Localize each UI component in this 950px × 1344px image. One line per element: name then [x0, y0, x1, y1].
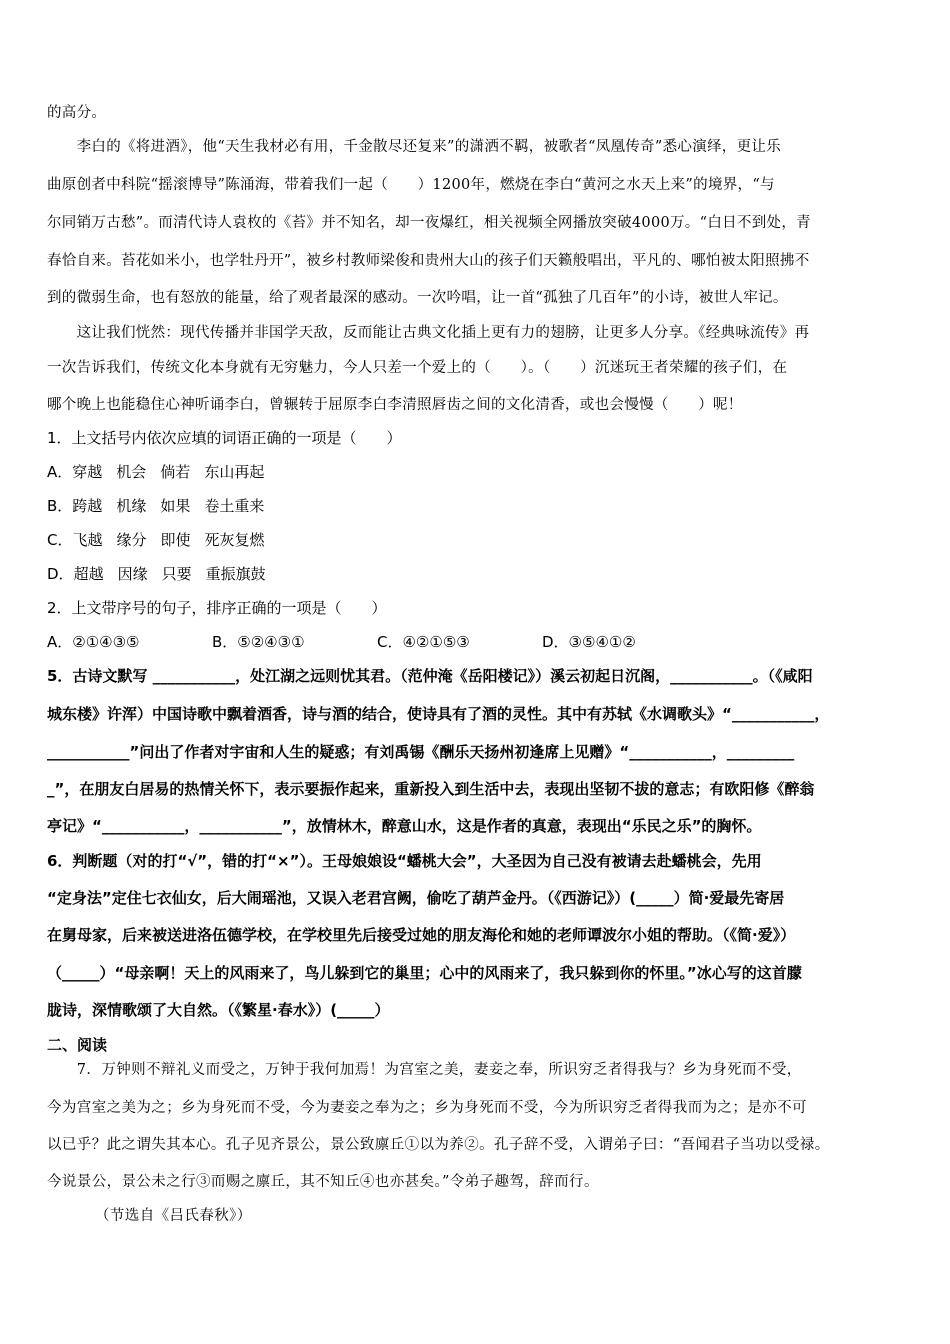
option-word: 如果	[160, 497, 191, 515]
question-6-line: （_____）“母亲啊！天上的风雨来了，鸟儿躲到它的巢里；心中的风雨来了，我只躲到你的怀里。”冰心写的这首朦	[47, 964, 802, 982]
question-7-line: 今说景公，景公未之行③而赐之廪丘，其不知丘④也亦甚矣。”令弟子趣驾，辞而行。	[47, 1174, 599, 1190]
question-6-line: 在舅母家，后来被送进洛伍德学校，在学校里先后接受过她的朋友海伦和她的老师谭波尔小姐的帮助。（《简·爱》）	[47, 926, 796, 944]
option-word: 机会	[116, 463, 147, 481]
question-2-option-b: B．⑤②④③①	[212, 633, 305, 651]
passage-line: 李白的《将进酒》，他“天生我材必有用，千金散尽还复来”的潇洒不羁，被歌者“凤凰传奇”悉心演绎，更让乐	[47, 139, 781, 155]
question-5-line: 亭记》“___________，___________”，放情林木，醉意山水，这是作者的真意，表现出“乐民之乐”的胸怀。	[47, 817, 762, 835]
option-word: 飞越	[72, 531, 103, 549]
section-title: 二、阅读	[47, 1036, 108, 1054]
option-word: 死灰复燃	[204, 531, 265, 549]
question-1-option-b	[47, 495, 278, 516]
option-word: 卷土重来	[204, 497, 265, 515]
question-6-line: “定身法”定住七衣仙女，后大闹瑶池，又误入老君宫阙，偷吃了葫芦金丹。（《西游记》）(_____）简·爱最先寄居	[47, 889, 785, 907]
passage-line: 到的微弱生命，也有怒放的能量，给了观者最深的感动。一次吟唱，让一首“孤独了几百年”的小诗，被世人牢记。	[47, 290, 788, 306]
option-word: 即使	[160, 531, 191, 549]
option-word: 倘若	[160, 463, 191, 481]
question-1-stem: 1．上文括号内依次应填的词语正确的一项是（ ）	[47, 429, 402, 447]
option-word: 重振旗鼓	[205, 565, 266, 583]
question-1-option-a	[47, 461, 278, 482]
question-2-option-c: C．④②①⑤③	[377, 633, 470, 651]
question-2-options	[47, 631, 707, 652]
question-5-line: _”，在朋友白居易的热情关怀下，表示要振作起来，重新投入到生活中去，表现出坚韧不拔的意志；有欧阳修《醉翁	[47, 780, 815, 798]
question-6-line: 6．判断题（对的打“√”，错的打“×”）。王母娘娘设“蟠桃大会”，大圣因为自己没有被请去赴蟠桃会，先用	[47, 852, 762, 870]
option-letter: A．	[47, 463, 73, 481]
question-1-option-c	[47, 529, 279, 550]
passage-line: 尔同销万古愁”。而清代诗人袁枚的《苔》并不知名，却一夜爆红，相关视频全网播放突破4000万。“白日不到处，青	[47, 215, 811, 231]
passage-line: 这让我们恍然：现代传播并非国学天敌，反而能让古典文化插上更有力的翅膀，让更多人分享。《经典咏流传》再	[47, 325, 810, 341]
passage-line: 的高分。	[47, 105, 107, 121]
passage-line: 哪个晚上也能稳住心神听诵李白，曾辗转于屈原李白李清照唇齿之间的文化清香，或也会慢慢（ ）呢！	[47, 397, 743, 413]
option-word: 缘分	[116, 531, 147, 549]
passage-line: 春恰自来。苔花如米小，也学牡丹开”，被乡村教师梁俊和贵州大山的孩子们天籁般唱出，平凡的、哪怕被太阳照拂不	[47, 253, 810, 269]
option-word: 机缘	[116, 497, 147, 515]
option-word: 穿越	[72, 463, 103, 481]
option-word: 跨越	[72, 497, 103, 515]
option-letter: B．	[47, 497, 73, 515]
passage-line: 一次告诉我们，传统文化本身就有无穷魅力，今人只差一个爱上的（ ）。（ ）沉迷玩王者荣耀的孩子们，在	[47, 360, 788, 376]
option-letter: C．	[47, 531, 73, 549]
option-word: 超越	[73, 565, 104, 583]
passage-line: 曲原创者中科院“摇滚博导”陈涌海，带着我们一起（ ）1200年，燃烧在李白“黄河之水天上来”的境界，“与	[47, 177, 775, 193]
question-2-option-d: D．③⑤④①②	[542, 633, 636, 651]
question-2-option-a: A．②①④③⑤	[47, 633, 140, 651]
question-2-stem: 2．上文带序号的句子，排序正确的一项是（ ）	[47, 599, 387, 617]
question-5-line: ___________”问出了作者对宇宙和人生的疑惑；有刘禹锡《酬乐天扬州初逢席上见赠》“___________，_________	[47, 743, 795, 761]
option-word: 只要	[161, 565, 192, 583]
question-7-line: 今为宫室之美为之；乡为身死而不受，今为妻妾之奉为之；乡为身死而不受，今为所识穷乏者得我而为之；是亦不可	[47, 1100, 807, 1116]
question-1-option-d	[47, 563, 280, 584]
question-5-line: 5．古诗文默写 ___________，处江湖之远则忧其君。（范仲淹《岳阳楼记》）溪云初起日沉阁，___________。（《咸阳	[47, 667, 813, 685]
option-letter: D．	[47, 565, 74, 583]
question-7-line: 7．万钟则不辩礼义而受之，万钟于我何加焉！为宫室之美，妻妾之奉，所识穷乏者得我与？乡为身死而不受，	[47, 1062, 802, 1078]
question-7-line: 以已乎？此之谓失其本心。孔子见齐景公，景公致廪丘①以为养②。孔子辞不受，入谓弟子曰：“吾闻君子当功以受禄。	[47, 1137, 830, 1153]
question-6-line: 胧诗，深情歌颂了大自然。（《繁星·春水》）(_____）	[47, 1001, 390, 1019]
question-5-line: 城东楼》许浑）中国诗歌中飘着酒香，诗与酒的结合，使诗具有了酒的灵性。其中有苏轼《水调歌头》“___________，	[47, 705, 830, 723]
option-word: 因缘	[117, 565, 148, 583]
question-7-source: （节选自《吕氏春秋》）	[95, 1208, 252, 1224]
option-word: 东山再起	[204, 463, 265, 481]
